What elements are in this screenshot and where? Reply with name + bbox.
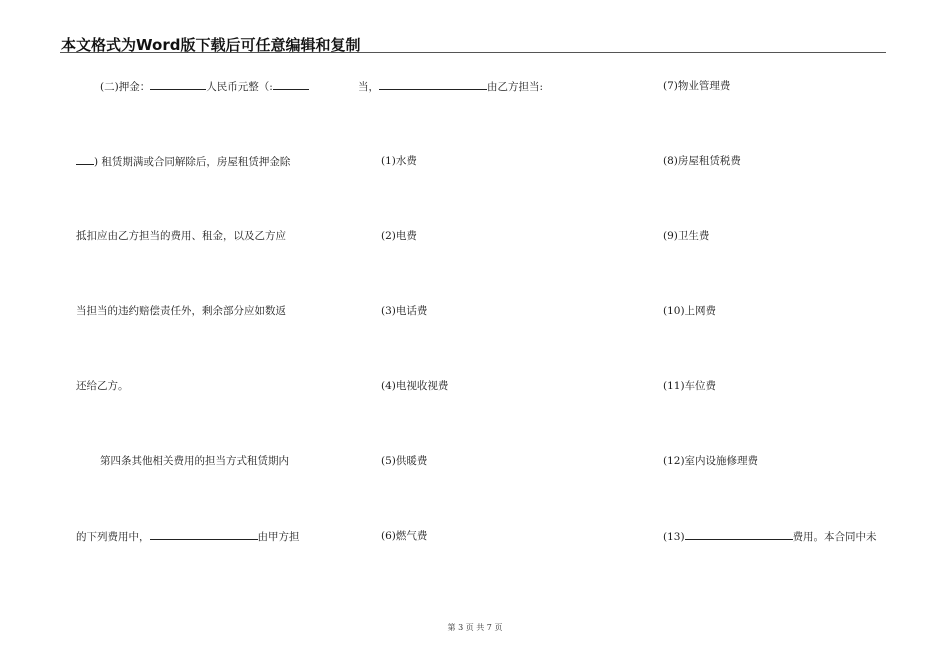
col1-line-6: 第四条其他相关费用的担当方式租赁期内 — [100, 455, 289, 467]
col1-line-7 — [76, 529, 300, 544]
fees-blank-1 — [150, 529, 258, 540]
col1-line-1 — [100, 79, 309, 94]
col3-line-7 — [663, 529, 877, 544]
deposit-blank-3 — [76, 154, 94, 165]
fee-item: (2)电费 — [381, 230, 417, 242]
fee-item: (9)卫生费 — [663, 230, 710, 242]
document-header-title: 本文格式为Word版下载后可任意编辑和复制 — [61, 36, 361, 54]
deposit-blank-1 — [150, 79, 206, 90]
col1-line-7-text-a: 的下列费用中， — [76, 531, 150, 543]
fee-item: (7)物业管理费 — [663, 80, 731, 92]
fees-blank-3 — [685, 529, 793, 540]
col3-line-7-text-b: 费用。本合同中未 — [792, 531, 877, 543]
deposit-label: (二)押金： — [100, 81, 151, 93]
page-number: 第 3 页 共 7 页 — [447, 623, 503, 632]
fee-item: (6)燃气费 — [381, 530, 428, 542]
deposit-amount-label: 人民币元整（: — [206, 81, 273, 93]
col1-line-7-text-b: 由甲方担 — [257, 531, 300, 543]
col3-line-7-text-a: (13) — [663, 531, 685, 543]
deposit-blank-2 — [273, 79, 309, 90]
fee-item: (10)上网费 — [663, 305, 717, 317]
col1-line-5: 还给乙方。 — [76, 380, 129, 392]
col1-line-3: 抵扣应由乙方担当的费用、租金，以及乙方应 — [76, 230, 286, 242]
col1-line-2-text: ) 租赁期满或合同解除后，房屋租赁押金除 — [94, 156, 291, 168]
col2-line-1-text-a: 当， — [358, 81, 379, 93]
col2-line-1-text-b: 由乙方担当: — [487, 81, 544, 93]
fee-item: (3)电话费 — [381, 305, 428, 317]
col1-line-2 — [76, 154, 290, 169]
fee-item: (1)水费 — [381, 155, 417, 167]
fee-item: (11)车位费 — [663, 380, 717, 392]
col1-line-4: 当担当的违约赔偿责任外，剩余部分应如数返 — [76, 305, 286, 317]
fee-item: (8)房屋租赁税费 — [663, 155, 741, 167]
fees-blank-2 — [379, 79, 487, 90]
fee-item: (5)供暖费 — [381, 455, 428, 467]
fee-item: (12)室内设施修理费 — [663, 455, 759, 467]
col2-line-1 — [358, 79, 543, 94]
header-divider — [60, 52, 886, 53]
fee-item: (4)电视收视费 — [381, 380, 449, 392]
